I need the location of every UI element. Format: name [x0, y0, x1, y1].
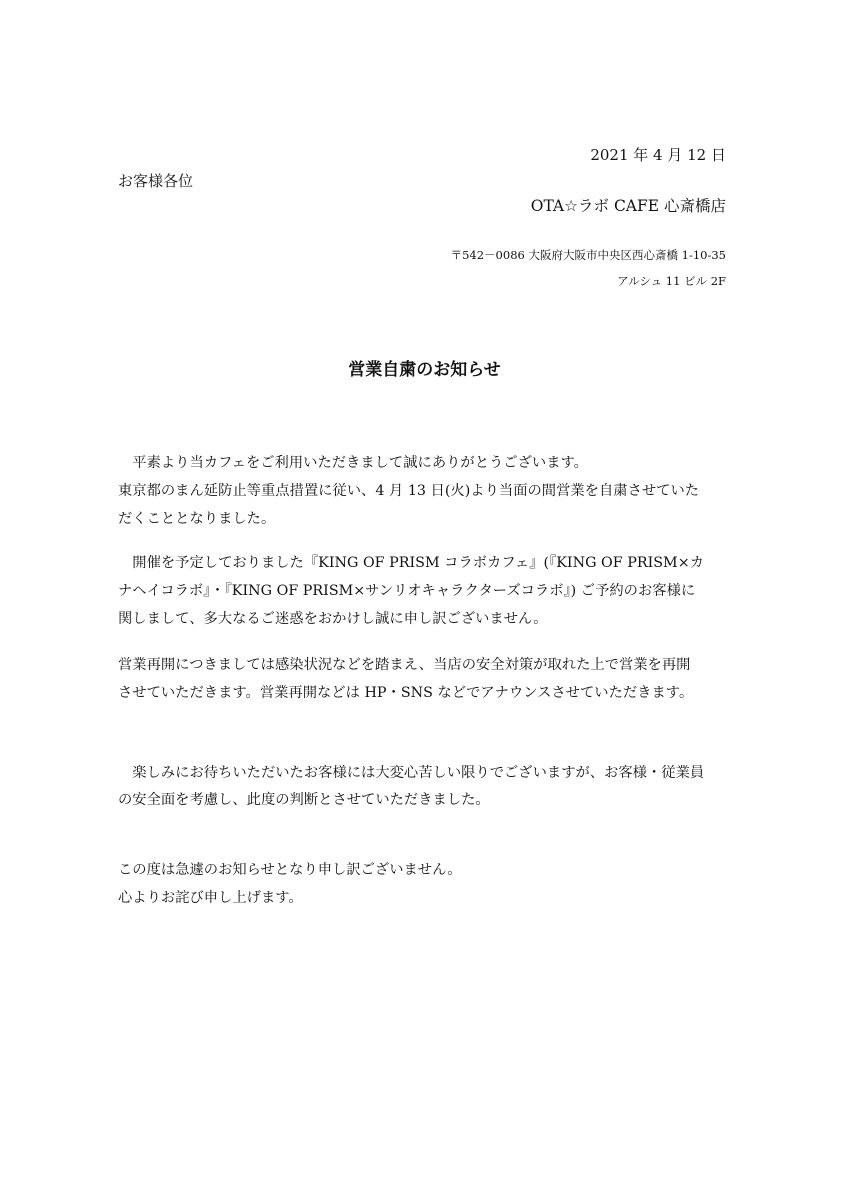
- body-line: の安全面を考慮し、此度の判断とさせていただきました。: [118, 792, 490, 808]
- body-line: させていただきます。営業再開などは HP・SNS などでアナウンスさせていただきます。: [118, 685, 694, 701]
- closing-line: 心よりお詫び申し上げます。: [118, 890, 303, 906]
- body-line: だくこととなりました。: [118, 511, 276, 527]
- document-date: 2021 年 4 月 12 日: [590, 146, 726, 164]
- body-line: 開催を予定しておりました『KING OF PRISM コラボカフェ』(『KING OF PRISM×カ: [118, 555, 704, 571]
- notice-title: 営業自粛のお知らせ: [348, 360, 501, 380]
- store-name: OTA☆ラボ CAFE 心斎橋店: [530, 197, 726, 215]
- body-line: ナヘイコラボ』・『KING OF PRISM×サンリオキャラクターズコラボ』) ご予約のお客様に: [118, 583, 696, 599]
- store-building: アルシュ 11 ビル 2F: [617, 274, 726, 288]
- body-line: 関しまして、多大なるご迷惑をおかけし誠に申し訳ございません。: [118, 611, 548, 627]
- closing-line: この度は急遽のお知らせとなり申し訳ございません。: [118, 862, 462, 878]
- store-address: 〒542－0086 大阪府大阪市中央区西心斎橋 1-10-35: [450, 248, 726, 262]
- body-line: 楽しみにお待ちいただいたお客様には大変心苦しい限りでございますが、お客様・従業員: [118, 765, 705, 781]
- body-line: 東京都のまん延防止等重点措置に従い、4 月 13 日(火)より当面の間営業を自粛させていた: [118, 483, 700, 499]
- body-line: 平素より当カフェをご利用いただきまして誠にありがとうございます。: [118, 455, 588, 471]
- body-line: 営業再開につきましては感染状況などを踏まえ、当店の安全対策が取れた上で営業を再開: [118, 657, 691, 673]
- recipient: お客様各位: [118, 172, 194, 190]
